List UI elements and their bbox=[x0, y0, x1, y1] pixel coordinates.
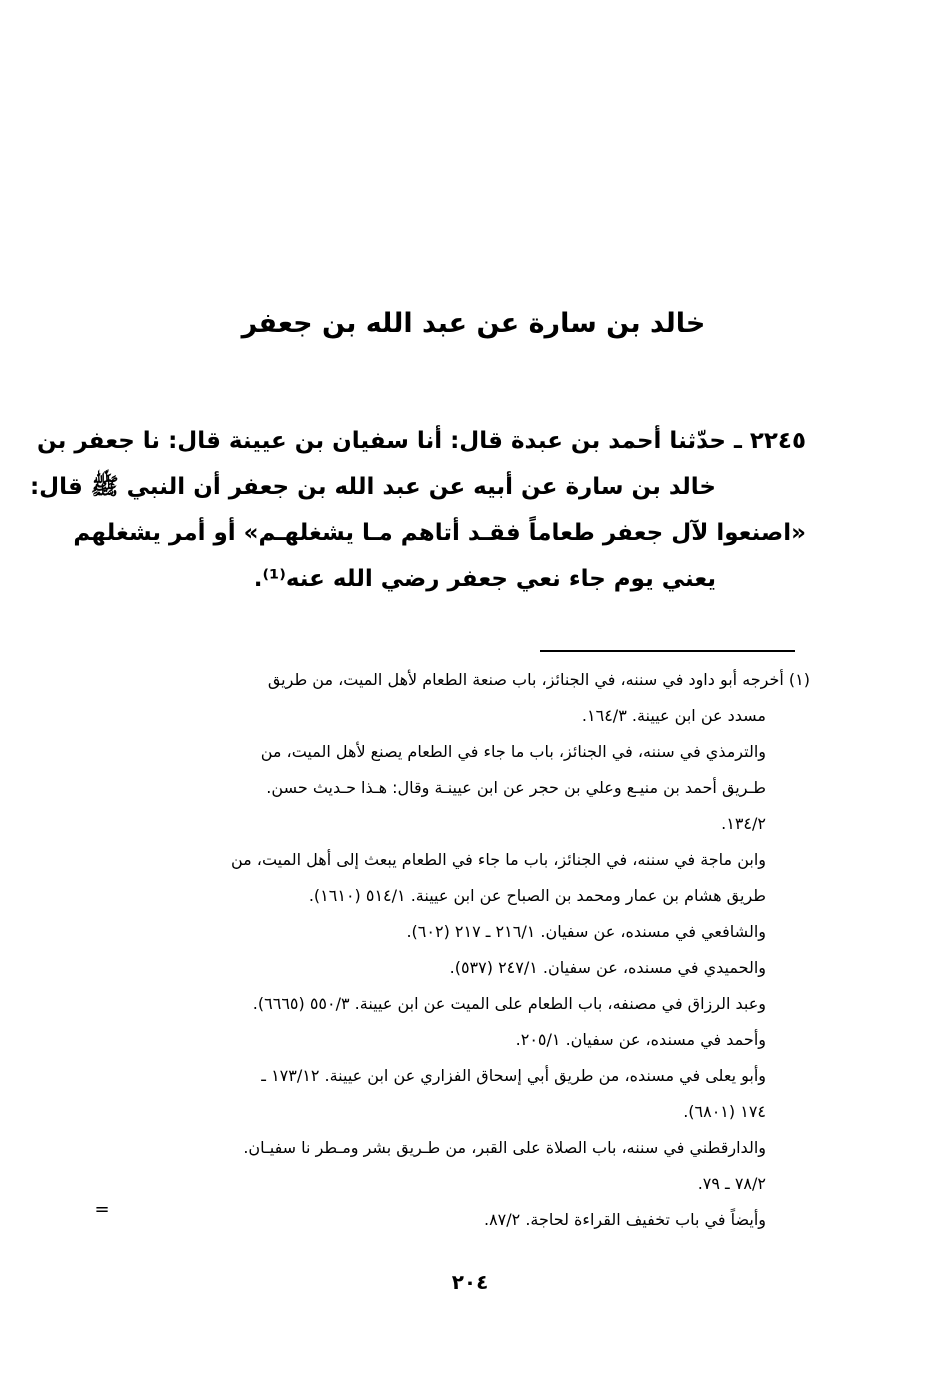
hadith-text bbox=[29, 418, 806, 602]
footnote-line: طريق هشام بن عمار ومحمد بن الصباح عن ابن عيينة. ٥١٤/١ (١٦١٠). bbox=[308, 886, 766, 905]
hadith-line: «اصنعوا لآل جعفر طعاماً فقـد أتاهم مـا يشغلهـم» أو أمر يشغلهم bbox=[73, 520, 806, 546]
footnote-line: ٧٨/٢ ـ ٧٩. bbox=[697, 1174, 766, 1193]
footnote-line: وأبو يعلى في مسنده، من طريق أبي إسحاق الفزاري عن ابن عيينة. ١٧٣/١٢ ـ bbox=[261, 1066, 766, 1085]
footnote-line: والدارقطني في سننه، باب الصلاة على القبر، من طـريق بشر ومـطر نا سفيـان. bbox=[243, 1138, 766, 1157]
footnote-line: ١٧٤ (٦٨٠١). bbox=[683, 1102, 766, 1121]
footnote-line: طـريق أحمد بن منيـع وعلي بن حجر عن ابن عيينـة وقال: هـذا حـديث حسن. bbox=[266, 778, 766, 797]
footnote-line: مسدد عن ابن عيينة. ١٦٤/٣. bbox=[581, 706, 766, 725]
hadith-line: خالد بن سارة عن أبيه عن عبد الله بن جعفر أن النبي ﷺ قال: bbox=[29, 474, 716, 500]
hadith-line: ٢٢٤٥ ـ حدّثنا أحمد بن عبدة قال: أنا سفيان بن عيينة قال: نا جعفر بن bbox=[37, 428, 806, 454]
footnote-separator bbox=[540, 650, 795, 652]
page-number: ٢٠٤ bbox=[451, 1270, 489, 1294]
footnote-line: والترمذي في سننه، في الجنائز، باب ما جاء في الطعام يصنع لأهل الميت، من bbox=[260, 742, 766, 761]
footnotes bbox=[110, 662, 810, 1238]
hadith-line: يعني يوم جاء نعي جعفر رضي الله عنه⁽¹⁾. bbox=[253, 566, 716, 592]
continuation-mark: = bbox=[94, 1199, 110, 1220]
footnote-line: وأحمد في مسنده، عن سفيان. ٢٠٥/١. bbox=[515, 1030, 766, 1049]
footnote-line: والحميدي في مسنده، عن سفيان. ٢٤٧/١ (٥٣٧). bbox=[449, 958, 766, 977]
section-heading: خالد بن سارة عن عبد الله بن جعفر bbox=[241, 308, 706, 339]
footnote-line: ١٣٤/٢. bbox=[721, 814, 766, 833]
footnote-line: وعبد الرزاق في مصنفه، باب الطعام على الميت عن ابن عيينة. ٥٥٠/٣ (٦٦٦٥). bbox=[252, 994, 766, 1013]
footnote-line: والشافعي في مسنده، عن سفيان. ٢١٦/١ ـ ٢١٧ (٦٠٢). bbox=[406, 922, 766, 941]
footnote-line: وابن ماجة في سننه، في الجنائز، باب ما جاء في الطعام يبعث إلى أهل الميت، من bbox=[230, 850, 766, 869]
footnote-line: (١) أخرجه أبو داود في سننه، في الجنائز، باب صنعة الطعام لأهل الميت، من طريق bbox=[267, 670, 810, 689]
footnote-line: وأيضاً في باب تخفيف القراءة لحاجة. ٨٧/٢. bbox=[483, 1210, 766, 1229]
